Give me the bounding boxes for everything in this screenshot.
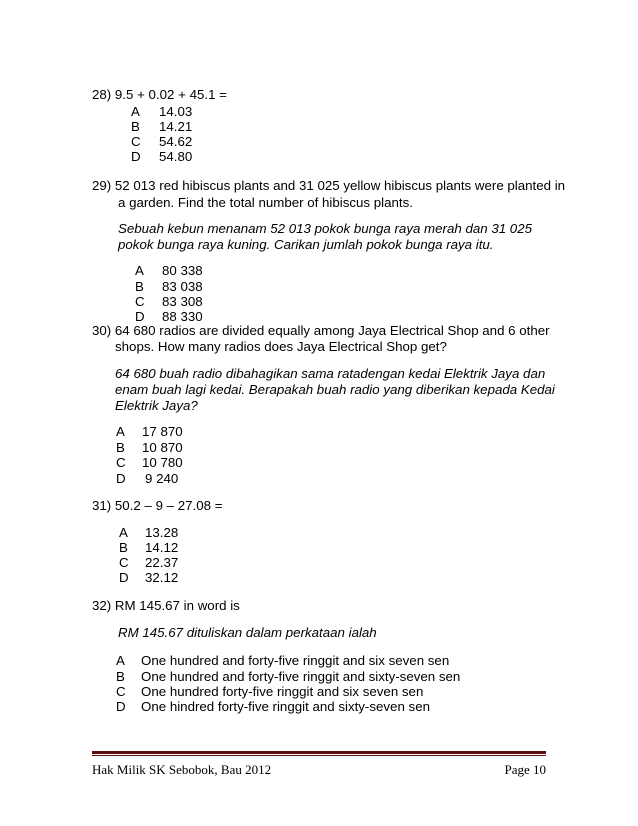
footer-rule-thick <box>92 751 546 754</box>
q31-option-c-letter: C <box>119 555 129 570</box>
q28-option-c-letter: C <box>131 134 141 149</box>
q30-option-a: 17 870 <box>142 424 183 439</box>
q31-option-d-letter: D <box>119 570 129 585</box>
q30-option-c: 10 780 <box>142 455 183 470</box>
q29-option-d-letter: D <box>135 309 145 324</box>
q30-malay-line-3: Elektrik Jaya? <box>115 398 198 413</box>
q29-stem-line-2: a garden. Find the total number of hibiscus plants. <box>118 195 413 210</box>
q29-option-c-letter: C <box>135 294 145 309</box>
footer-page-number: Page 10 <box>504 762 546 777</box>
q31-stem: 31) 50.2 – 9 – 27.08 = <box>92 498 223 513</box>
q30-stem-line-2: shops. How many radios does Jaya Electrical Shop get? <box>115 339 447 354</box>
q32-option-b: One hundred and forty-five ringgit and sixty-seven sen <box>141 669 461 684</box>
q28-option-a: 14.03 <box>159 104 193 119</box>
q29-option-c: 83 308 <box>162 294 203 309</box>
q32-option-c-letter: C <box>116 684 126 699</box>
q30-option-d-letter: D <box>116 471 126 486</box>
q30-stem-line-1: 30) 64 680 radios are divided equally among Jaya Electrical Shop and 6 other <box>92 323 550 338</box>
q30-option-a-letter: A <box>116 424 125 439</box>
q32-option-a-letter: A <box>116 653 125 668</box>
q29-option-d: 88 330 <box>162 309 203 324</box>
q32-option-d-letter: D <box>116 699 126 714</box>
q31-option-b-letter: B <box>119 540 128 555</box>
q29-option-a: 80 338 <box>162 263 203 278</box>
q30-malay-line-1: 64 680 buah radio dibahagikan sama ratadengan kedai Elektrik Jaya dan <box>115 366 546 381</box>
q30-option-c-letter: C <box>116 455 126 470</box>
q28-option-d-letter: D <box>131 149 141 164</box>
q28-option-d: 54.80 <box>159 149 193 164</box>
q30-option-d: 9 240 <box>145 471 179 486</box>
q32-option-a: One hundred and forty-five ringgit and six seven sen <box>141 653 450 668</box>
q31-option-d: 32.12 <box>145 570 179 585</box>
q29-option-a-letter: A <box>135 263 144 278</box>
q30-malay-line-2: enam buah lagi kedai. Berapakah buah radio yang diberikan kepada Kedai <box>115 382 555 397</box>
q31-option-a-letter: A <box>119 525 128 540</box>
q28-option-b-letter: B <box>131 119 140 134</box>
q30-option-b-letter: B <box>116 440 125 455</box>
q29-stem-line-1: 29) 52 013 red hibiscus plants and 31 025 yellow hibiscus plants were planted in <box>92 178 566 193</box>
q32-stem: 32) RM 145.67 in word is <box>92 598 240 613</box>
footer-rule-thin <box>92 755 546 756</box>
q30-option-b: 10 870 <box>142 440 183 455</box>
footer-copyright: Hak Milik SK Sebobok, Bau 2012 <box>92 762 272 777</box>
q28-option-b: 14.21 <box>159 119 193 134</box>
q31-option-c: 22.37 <box>145 555 179 570</box>
q29-malay-line-1: Sebuah kebun menanam 52 013 pokok bunga raya merah dan 31 025 <box>118 221 532 236</box>
q32-option-b-letter: B <box>116 669 125 684</box>
q29-option-b-letter: B <box>135 279 144 294</box>
q28-option-a-letter: A <box>131 104 140 119</box>
q29-malay-line-2: pokok bunga raya kuning. Carikan jumlah pokok bunga raya itu. <box>118 237 494 252</box>
q32-malay: RM 145.67 dituliskan dalam perkataan ialah <box>118 625 377 640</box>
q29-option-b: 83 038 <box>162 279 203 294</box>
q32-option-c: One hundred forty-five ringgit and six seven sen <box>141 684 424 699</box>
q28-option-c: 54.62 <box>159 134 193 149</box>
q28-stem: 28) 9.5 + 0.02 + 45.1 = <box>92 87 227 102</box>
q31-option-a: 13.28 <box>145 525 179 540</box>
q31-option-b: 14.12 <box>145 540 179 555</box>
q32-option-d: One hindred forty-five ringgit and sixty-seven sen <box>141 699 430 714</box>
